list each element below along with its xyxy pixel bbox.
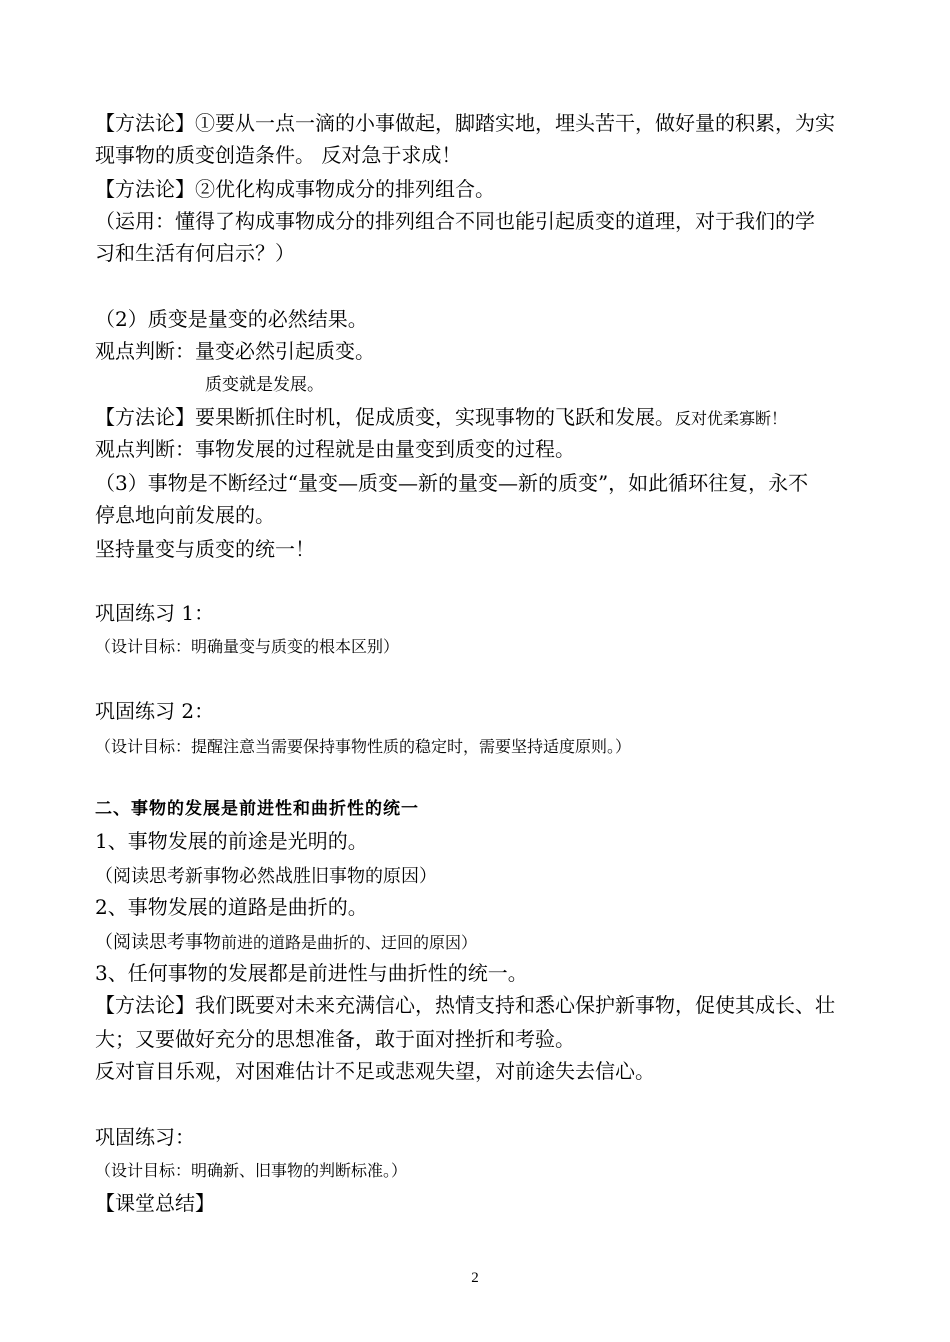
method-text: 【方法论】要果断抓住时机，促成质变，实现事物的飞跃和发展。 <box>95 405 675 429</box>
section-heading: 二、事物的发展是前进性和曲折性的统一 <box>95 799 419 819</box>
paragraph-line: 现事物的质变创造条件。 反对急于求成！ <box>95 143 462 167</box>
paragraph-line: 3、任何事物的发展都是前进性与曲折性的统一。 <box>95 961 528 985</box>
summary-heading: 【课堂总结】 <box>95 1191 215 1215</box>
design-goal: （设计目标：提醒注意当需要保持事物性质的稳定时，需要坚持适度原则。） <box>95 737 632 756</box>
exercise-label: 巩固练习： <box>95 1125 195 1149</box>
paragraph-line: （阅读思考新事物必然战胜旧事物的原因） <box>95 866 437 887</box>
paragraph-line: 坚持量变与质变的统一！ <box>95 537 315 561</box>
paragraph-line: （3）事物是不断经过“量变—质变—新的量变—新的质变”，如此循环往复，永不 <box>95 471 809 495</box>
page-number: 2 <box>471 1270 479 1286</box>
exercise-label: 巩固练习 2： <box>95 699 215 723</box>
paragraph-line: 停息地向前发展的。 <box>95 503 275 527</box>
paragraph-line: 2、事物发展的道路是曲折的。 <box>95 895 368 919</box>
paragraph-line: （阅读思考事物前进的道路是曲折的、迂回的原因） <box>95 932 478 953</box>
design-goal: （设计目标：明确量变与质变的根本区别） <box>95 637 400 656</box>
exercise-label: 巩固练习 1： <box>95 601 215 625</box>
paragraph-line: 1、事物发展的前途是光明的。 <box>95 829 368 853</box>
paragraph-line: 习和生活有何启示？） <box>95 241 295 265</box>
paragraph-line: 观点判断：量变必然引起质变。 <box>95 339 375 363</box>
paragraph-line: 【方法论】①要从一点一滴的小事做起，脚踏实地，埋头苦干，做好量的积累，为实 <box>95 111 835 135</box>
paragraph-line: 观点判断：事物发展的过程就是由量变到质变的过程。 <box>95 437 575 461</box>
paragraph-line: 【方法论】我们既要对未来充满信心，热情支持和悉心保护新事物，促使其成长、壮 <box>95 993 835 1017</box>
design-goal: （设计目标：明确新、旧事物的判断标准。） <box>95 1161 408 1180</box>
method-note: 反对优柔寡断！ <box>675 409 788 428</box>
paragraph-line: 反对盲目乐观，对困难估计不足或悲观失望，对前途失去信心。 <box>95 1059 655 1083</box>
paragraph-line: 大；又要做好充分的思想准备，敢于面对挫折和考验。 <box>95 1027 575 1051</box>
paragraph-line: 质变就是发展。 <box>205 375 324 395</box>
paragraph-line <box>95 402 865 434</box>
paragraph-line: （运用：懂得了构成事物成分的排列组合不同也能引起质变的道理，对于我们的学 <box>95 209 815 233</box>
paragraph-line: 【方法论】②优化构成事物成分的排列组合。 <box>95 177 495 201</box>
paragraph-line: （2）质变是量变的必然结果。 <box>95 307 368 331</box>
